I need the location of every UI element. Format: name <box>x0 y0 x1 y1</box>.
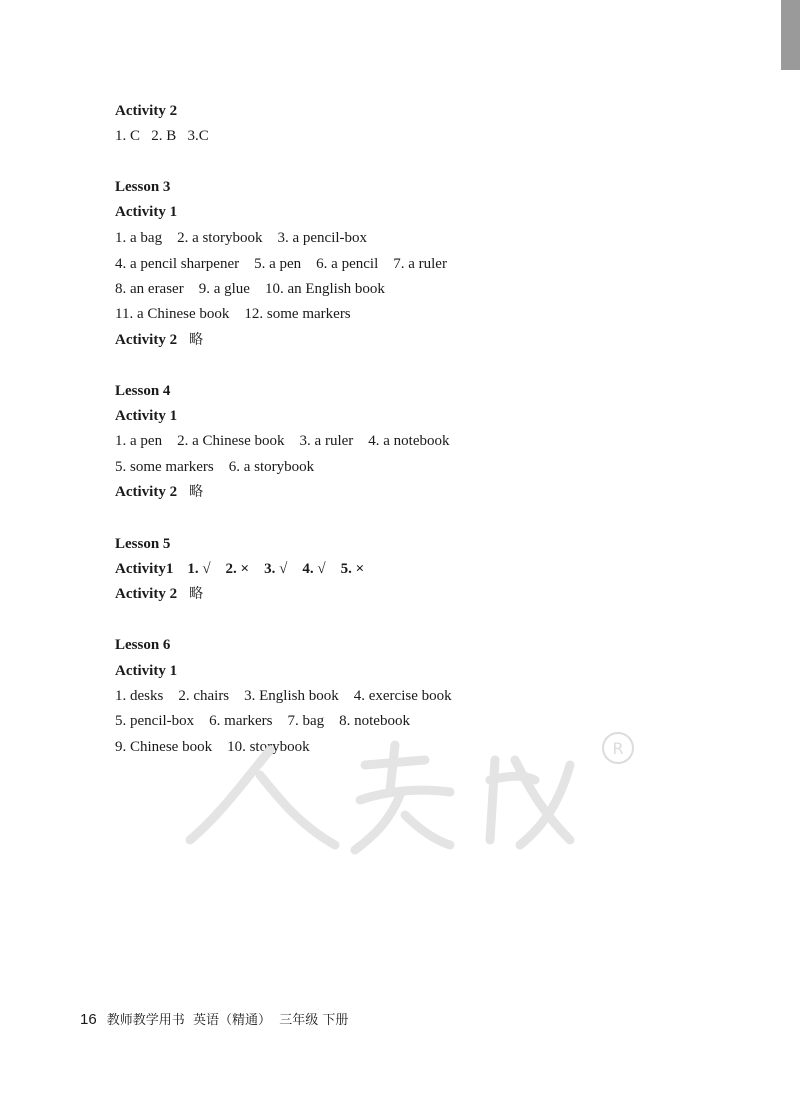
lesson4-activity2-answer: 略 <box>189 484 204 500</box>
lesson3-activity1-line-2: 4. a pencil sharpener 5. a pen 6. a pencil 7. a ruler <box>115 256 447 272</box>
lesson5-activity2-row <box>115 584 203 604</box>
lesson4-activity1-heading: Activity 1 <box>115 408 178 424</box>
lesson4-activity1-line-2: 5. some markers 6. a storybook <box>115 459 315 475</box>
lesson6-activity1-line-2: 5. pencil-box 6. markers 7. bag 8. notebook <box>115 713 410 729</box>
page-footer <box>80 1010 348 1031</box>
lesson5-activity1-answers: 1. √ 2. × 3. √ 4. √ 5. × <box>187 561 365 577</box>
activity2-heading: Activity 2 <box>115 103 178 119</box>
page-number: 16 <box>80 1011 97 1028</box>
book-title: 教师教学用书 英语（精通） 三年级 下册 <box>106 1013 349 1028</box>
lesson6-heading: Lesson 6 <box>115 637 171 653</box>
lesson3-activity1-line-3: 8. an eraser 9. a glue 10. an English book <box>115 281 385 297</box>
lesson3-activity2-heading: Activity 2 <box>115 332 178 348</box>
registered-mark: R <box>612 739 624 758</box>
page-edge-tab <box>781 0 800 70</box>
lesson4-activity1-line-1: 1. a pen 2. a Chinese book 3. a ruler 4. a notebook <box>115 433 450 449</box>
lesson3-activity1-line-1: 1. a bag 2. a storybook 3. a pencil-box <box>115 230 368 246</box>
lesson5-activity2-answer: 略 <box>189 586 204 602</box>
lesson4-activity2-heading: Activity 2 <box>115 484 178 500</box>
lesson6-activity1-heading: Activity 1 <box>115 663 178 679</box>
lesson3-activity2-row <box>115 330 203 350</box>
activity2-answers: 1. C 2. B 3.C <box>115 128 209 144</box>
lesson5-activity1-row <box>115 559 364 579</box>
lesson6-activity1-line-3: 9. Chinese book 10. storybook <box>115 739 310 755</box>
lesson5-activity2-heading: Activity 2 <box>115 586 178 602</box>
lesson3-activity1-line-4: 11. a Chinese book 12. some markers <box>115 306 351 322</box>
lesson3-activity1-heading: Activity 1 <box>115 204 178 220</box>
lesson3-activity2-answer: 略 <box>189 332 204 348</box>
publisher-watermark-logo <box>150 720 650 870</box>
lesson5-heading: Lesson 5 <box>115 536 171 552</box>
lesson6-activity1-line-1: 1. desks 2. chairs 3. English book 4. exercise book <box>115 688 452 704</box>
lesson4-heading: Lesson 4 <box>115 383 171 399</box>
lesson3-heading: Lesson 3 <box>115 179 171 195</box>
lesson4-activity2-row <box>115 482 203 502</box>
lesson5-activity1-heading: Activity1 <box>115 561 174 577</box>
